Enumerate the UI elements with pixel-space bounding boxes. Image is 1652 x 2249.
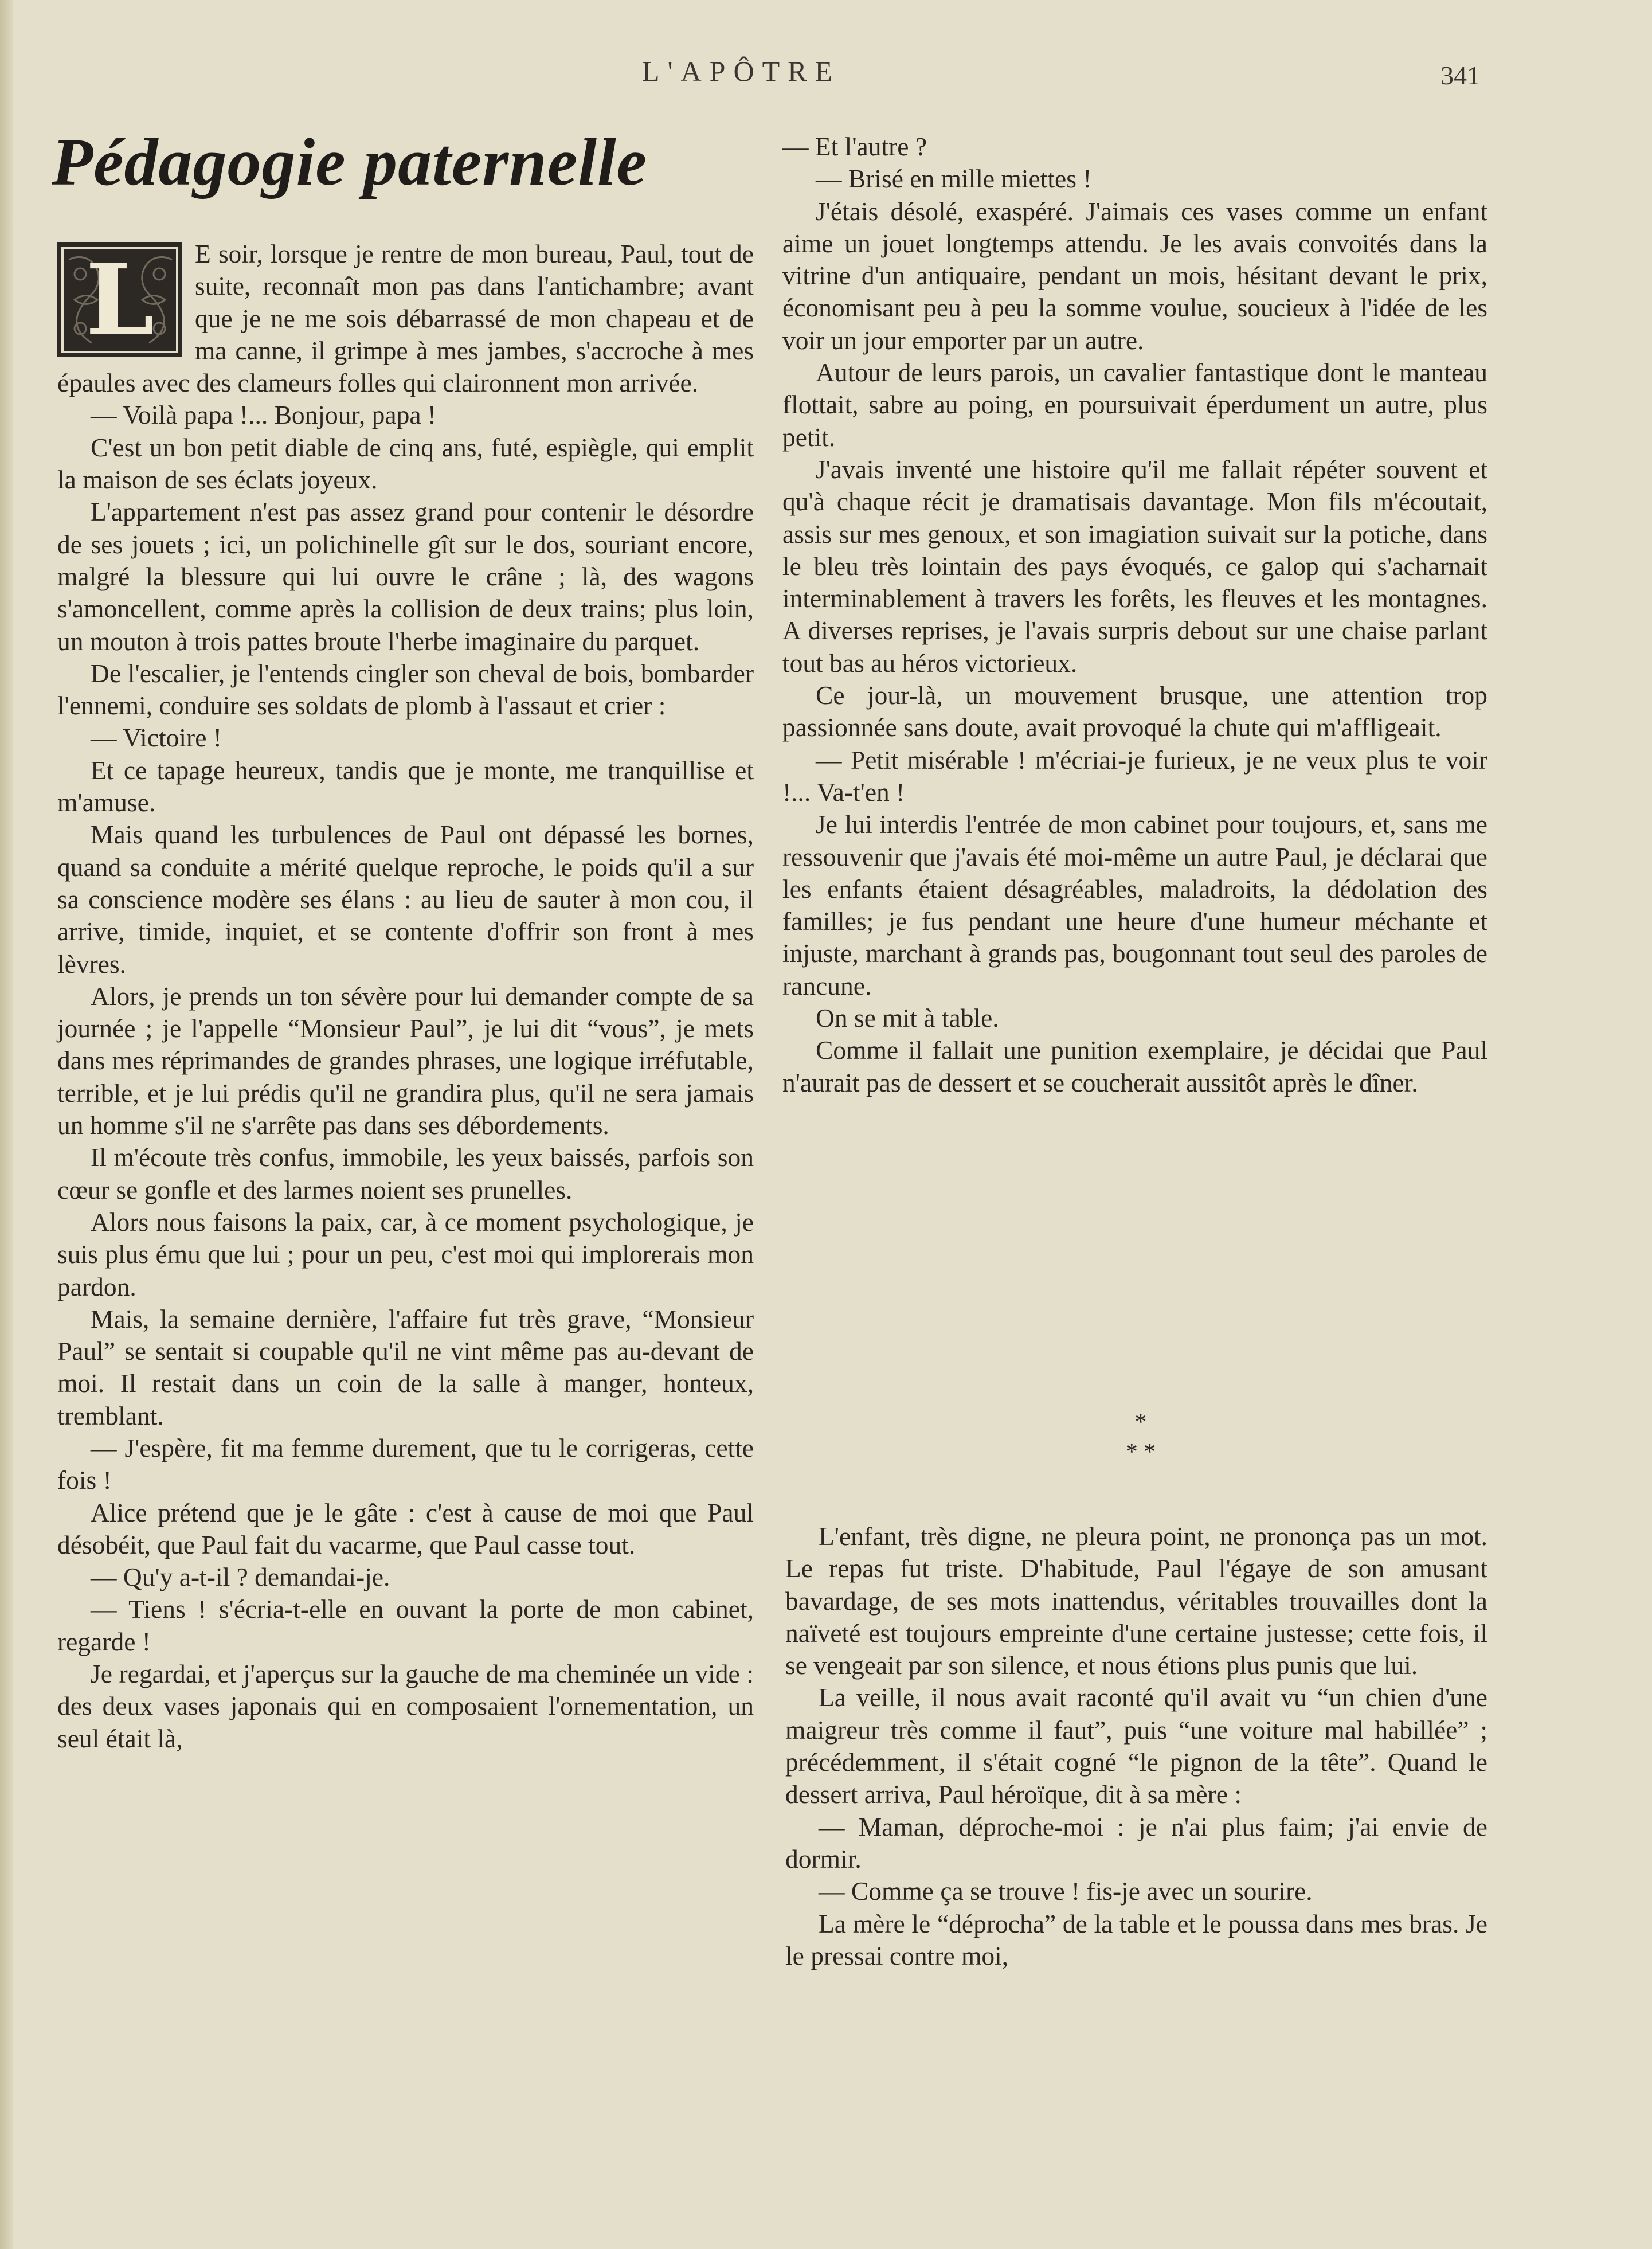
paragraph: L'appartement n'est pas assez grand pour contenir le désordre de ses jouets ; ici, un polichinelle gît sur le dos, souriant encore, malgré la blessure qui lui ouvre le crâne ; là, des wagons s'amoncellent, comme après la collision de deux trains; plus loin, un mouton à trois pattes broute l'herbe imaginaire du parquet. [57, 497, 754, 656]
paragraph: — Tiens ! s'écria-t-elle en ouvant la porte de mon cabinet, regarde ! [57, 1594, 754, 1656]
article-title: Pédagogie paternelle [52, 124, 648, 200]
opening-paragraph [57, 238, 754, 399]
paragraph: — Petit misérable ! m'écriai-je furieux, je ne veux plus te voir !... Va-t'en ! [782, 745, 1487, 807]
dropcap-letter: L [85, 242, 154, 357]
opening-paragraph-text: E soir, lorsque je rentre de mon bureau, Paul, tout de suite, reconnaît mon pas dans l'antichambre; avant que je ne me sois débarrassé de mon chapeau et de ma canne, il grimpe à mes jambes, s'accroche à mes épaules avec des clameurs folles qui claironnent mon arrivée. [57, 239, 754, 398]
paragraph: Alors nous faisons la paix, car, à ce moment psychologique, je suis plus ému que lui ; pour un peu, c'est moi qui implorerais mon pardon. [57, 1207, 754, 1301]
paragraph: De l'escalier, je l'entends cingler son cheval de bois, bombarder l'ennemi, conduire ses soldats de plomb à l'assaut et crier : [57, 658, 754, 721]
paragraph: — Voilà papa !... Bonjour, papa ! [91, 400, 437, 430]
asterism-line: * [1134, 1409, 1147, 1436]
paragraph: On se mit à table. [816, 1003, 999, 1033]
left-column [57, 238, 754, 1755]
paragraph: — Comme ça se trouve ! fis-je avec un sourire. [819, 1876, 1313, 1906]
running-head: L'APÔTRE [642, 55, 841, 87]
paragraph: C'est un bon petit diable de cinq ans, futé, espiègle, qui emplit la maison de ses éclats joyeux. [57, 432, 754, 495]
paragraph: — J'espère, fit ma femme durement, que tu le corrigeras, cette fois ! [57, 1433, 754, 1495]
paragraph: Alors, je prends un ton sévère pour lui demander compte de sa journée ; je l'appelle “Monsieur Paul”, je lui dit “vous”, je mets dans mes réprimandes de grandes phrases, une logique irréfutable, terrible, et je lui prédis qu'il ne grandira plus, qu'il ne sera jamais un homme s'il ne s'arrête pas dans ses débordements. [57, 981, 754, 1140]
paragraph: Et ce tapage heureux, tandis que je monte, me tranquillise et m'amuse. [57, 755, 754, 818]
paragraph: — Brisé en mille miettes ! [816, 164, 1092, 194]
ornamental-dropcap [57, 242, 182, 357]
paragraph: Mais, la semaine dernière, l'affaire fut très grave, “Monsieur Paul” se sentait si coupable qu'il ne vint même pas au-devant de moi. Il restait dans un coin de la salle à manger, honteux, tremblant. [57, 1304, 754, 1430]
paragraph: Comme il fallait une punition exemplaire, je décidai que Paul n'aurait pas de dessert et se coucherait aussitôt après le dîner. [782, 1035, 1487, 1097]
right-column-top [782, 131, 1487, 1099]
paragraph: Autour de leurs parois, un cavalier fantastique dont le manteau flottait, sabre au poing, en poursuivait éperdument un autre, plus petit. [782, 358, 1487, 452]
asterism-line: * * [1125, 1439, 1156, 1465]
page-number: 341 [1440, 61, 1480, 90]
paragraph: Mais quand les turbulences de Paul ont dépassé les bornes, quand sa conduite a mérité quelque reproche, le poids qu'il a sur sa conscience modère ses élans : au lieu de sauter à mon cou, il arrive, timide, inquiet, et se contente d'offrir son front à mes lèvres. [57, 820, 754, 979]
paragraph: — Maman, déproche-moi : je n'ai plus faim; j'ai envie de dormir. [785, 1812, 1487, 1873]
paragraph: La veille, il nous avait raconté qu'il avait vu “un chien d'une maigreur très comme il faut”, puis “une voiture mal habillée” ; précédemment, il s'était cogné “le pignon de la tête”. Quand le dessert arriva, Paul héroïque, dit à sa mère : [785, 1683, 1487, 1809]
paragraph: La mère le “déprocha” de la table et le poussa dans mes bras. Je le pressai contre moi, [785, 1908, 1487, 1970]
section-break-asterism [1106, 1407, 1175, 1467]
paragraph: Alice prétend que je le gâte : c'est à cause de moi que Paul désobéit, que Paul fait du vacarme, que Paul casse tout. [57, 1497, 754, 1559]
paragraph: Je lui interdis l'entrée de mon cabinet pour toujours, et, sans me ressouvenir que j'avais été moi-même un autre Paul, je déclarai que les enfants étaient désagréables, maladroits, la dédolation des familles; je fus pendant une heure d'une humeur méchante et injuste, marchant à grands pas, bougonnant tout seul des paroles de rancune. [782, 809, 1487, 1000]
paragraph: L'enfant, très digne, ne pleura point, ne prononça pas un mot. Le repas fut triste. D'habitude, Paul l'égaye de son amusant bavardage, de ses mots inattendus, véritables trouvailles dont la naïveté est toujours empreinte d'une certaine justesse; cette fois, il se vengeait par son silence, et nous étions plus punis que lui. [785, 1522, 1487, 1680]
paragraph: — Et l'autre ? [782, 132, 927, 161]
page-binding-edge [0, 0, 13, 2249]
paragraph: Il m'écoute très confus, immobile, les yeux baissés, parfois son cœur se gonfle et des larmes noient ses prunelles. [57, 1143, 754, 1204]
paragraph: Je regardai, et j'aperçus sur la gauche de ma cheminée un vide : des deux vases japonais qui en composaient l'ornementation, un seul était là, [57, 1659, 754, 1753]
paragraph: — Qu'y a-t-il ? demandai-je. [91, 1562, 390, 1592]
paragraph: J'avais inventé une histoire qu'il me fallait répéter souvent et qu'à chaque récit je dramatisais davantage. Mon fils m'écoutait, assis sur mes genoux, et son imagiation suivait sur la potiche, dans le bleu très lointain des pays évoqués, ce galop qui s'acharnait interminablement à travers les forêts, les fleuves et les montagnes. A diverses reprises, je l'avais surpris debout sur une chaise parlant tout bas au héros victorieux. [782, 454, 1487, 678]
paragraph: Ce jour-là, un mouvement brusque, une attention trop passionnée sans doute, avait provoqué la chute qui m'affligeait. [782, 680, 1487, 742]
right-column-bottom [785, 1520, 1487, 1972]
paragraph: — Victoire ! [91, 723, 222, 753]
paragraph: J'étais désolé, exaspéré. J'aimais ces vases comme un enfant aime un jouet longtemps attendu. Je les avais convoités dans la vitrine d'un antiquaire, pendant un mois, hésitant devant le prix, économisant peu à peu la somme voulue, soucieux à l'idée de les voir un jour emporter par un autre. [782, 196, 1487, 355]
